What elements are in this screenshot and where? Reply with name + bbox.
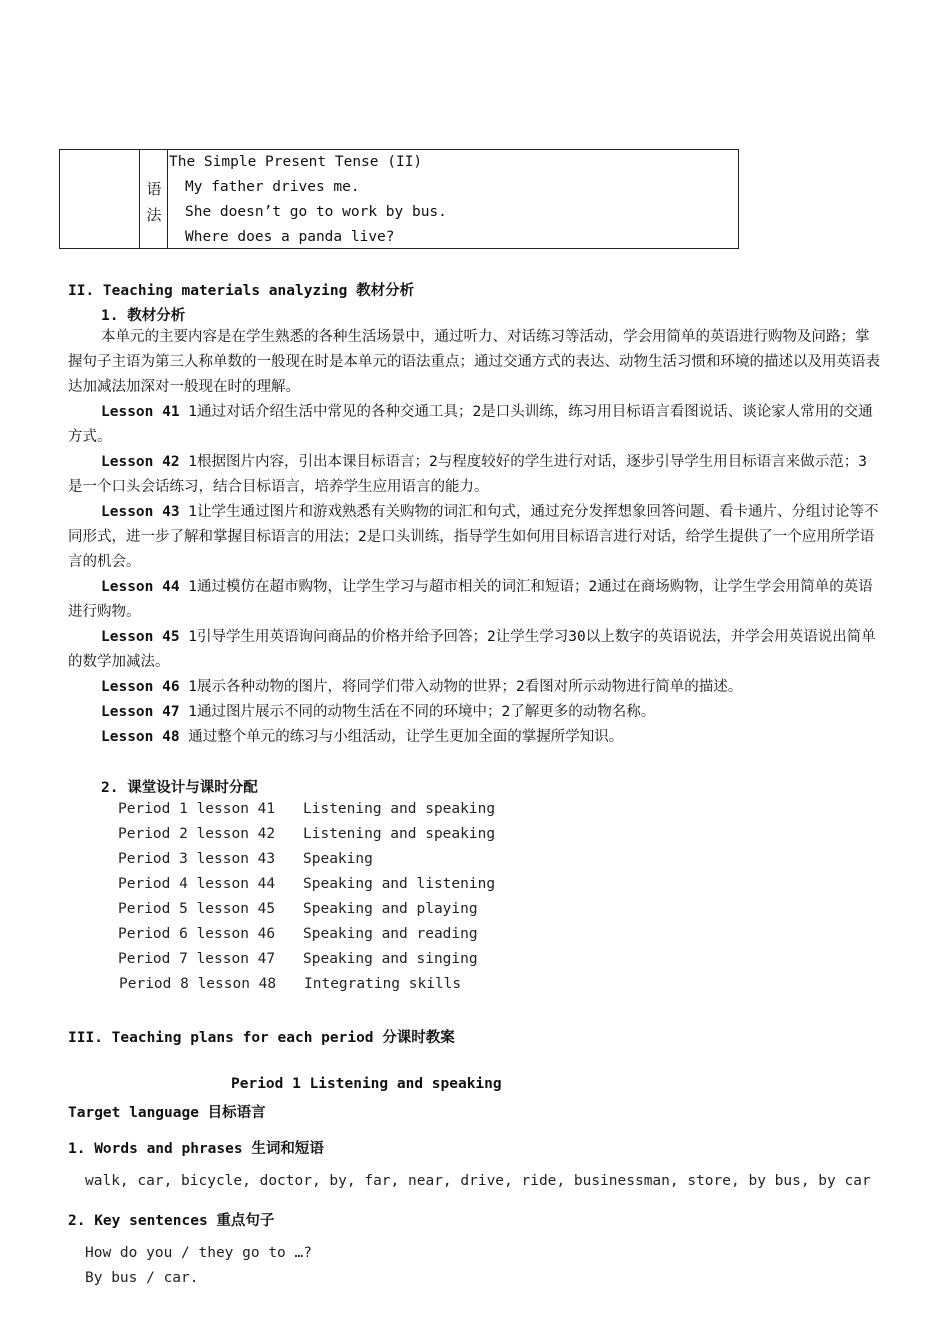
lesson-41-text: 1通过对话介绍生活中常见的各种交通工具；2是口头训练，练习用目标语言看图说话、谈论家人常用的交通方式。 bbox=[68, 404, 873, 445]
period-label: Period 2 lesson 42 bbox=[118, 826, 276, 842]
section-2-sub1: 1. 教材分析 bbox=[101, 308, 186, 324]
lesson-45-label: Lesson 45 bbox=[101, 629, 180, 645]
lesson-42-paragraph bbox=[68, 450, 883, 500]
lesson-45-paragraph bbox=[68, 625, 883, 675]
period-activity: Speaking and singing bbox=[303, 951, 478, 967]
period-activity: Speaking and listening bbox=[303, 876, 496, 892]
grammar-table bbox=[59, 149, 739, 249]
grammar-title: The Simple Present Tense (II) bbox=[169, 154, 423, 170]
lesson-46-label: Lesson 46 bbox=[101, 679, 180, 695]
period-label: Period 4 lesson 44 bbox=[118, 876, 276, 892]
grammar-example-3: Where does a panda live? bbox=[185, 229, 395, 245]
lesson-41-paragraph bbox=[68, 400, 883, 450]
lesson-48-paragraph bbox=[68, 725, 883, 750]
period-label: Period 6 lesson 46 bbox=[118, 926, 276, 942]
period-label: Period 8 lesson 48 bbox=[119, 976, 277, 992]
period-activity: Integrating skills bbox=[304, 976, 462, 992]
section-2-heading: II. Teaching materials analyzing 教材分析 bbox=[68, 283, 415, 299]
lesson-41-label: Lesson 41 bbox=[101, 404, 180, 420]
lesson-44-paragraph bbox=[68, 575, 883, 625]
lesson-44-text: 1通过模仿在超市购物，让学生学习与超市相关的词汇和短语；2通过在商场购物，让学生学会用简单的英语进行购物。 bbox=[68, 579, 873, 620]
period-activity: Listening and speaking bbox=[303, 801, 496, 817]
period-activity: Speaking and playing bbox=[303, 901, 478, 917]
period-activity: Speaking bbox=[303, 851, 373, 867]
intro-paragraph: 本单元的主要内容是在学生熟悉的各种生活场景中，通过听力、对话练习等活动，学会用简单的英语进行购物及问路；掌握句子主语为第三人称单数的一般现在时是本单元的语法重点；通过交通方式的表达、动物生活习惯和环境的描述以及用英语表达加减法加深对一般现在时的理解。 bbox=[68, 329, 880, 395]
lesson-42-label: Lesson 42 bbox=[101, 454, 180, 470]
lesson-42-text: 1根据图片内容，引出本课目标语言；2与程度较好的学生进行对话，逐步引导学生用目标语言来做示范；3 是一个口头会话练习，结合目标语言，培养学生应用语言的能力。 bbox=[68, 454, 867, 495]
key-sentence-2: By bus / car. bbox=[85, 1270, 199, 1286]
period-label: Period 3 lesson 43 bbox=[118, 851, 276, 867]
words-heading: 1. Words and phrases 生词和短语 bbox=[68, 1141, 324, 1157]
lesson-46-paragraph bbox=[68, 675, 883, 700]
grammar-label-char-2: 法 bbox=[146, 206, 162, 224]
grammar-example-1: My father drives me. bbox=[185, 179, 360, 195]
period-activity: Speaking and reading bbox=[303, 926, 478, 942]
grammar-example-2: She doesn’t go to work by bus. bbox=[185, 204, 447, 220]
lesson-48-label: Lesson 48 bbox=[101, 729, 180, 745]
lesson-44-label: Lesson 44 bbox=[101, 579, 180, 595]
section-3-heading: III. Teaching plans for each period 分课时教案 bbox=[68, 1030, 455, 1046]
period-row bbox=[118, 851, 373, 867]
lesson-43-label: Lesson 43 bbox=[101, 504, 180, 520]
lesson-47-label: Lesson 47 bbox=[101, 704, 180, 720]
words-list: walk, car, bicycle, doctor, by, far, near, drive, ride, businessman, store, by bus, by car bbox=[85, 1173, 871, 1189]
period-row bbox=[118, 901, 478, 917]
period-1-title: Period 1 Listening and speaking bbox=[231, 1076, 502, 1092]
lesson-46-text: 1展示各种动物的图片，将同学们带入动物的世界；2看图对所示动物进行简单的描述。 bbox=[179, 679, 743, 695]
period-activity: Listening and speaking bbox=[303, 826, 496, 842]
period-row bbox=[119, 976, 461, 992]
grammar-table-label-cell bbox=[140, 150, 168, 248]
lesson-45-text: 1引导学生用英语询问商品的价格并给予回答；2让学生学习30以上数字的英语说法，并学会用英语说出简单的数学加减法。 bbox=[68, 629, 876, 670]
section-2-sub2: 2. 课堂设计与课时分配 bbox=[101, 780, 258, 796]
key-sentence-1: How do you / they go to …? bbox=[85, 1245, 312, 1261]
grammar-table-empty-cell bbox=[60, 150, 140, 248]
lesson-43-text: 1让学生通过图片和游戏熟悉有关购物的词汇和句式，通过充分发挥想象回答问题、看卡通片、分组讨论等不同形式，进一步了解和掌握目标语言的用法；2是口头训练，指导学生如何用目标语言进行对话，给学生提供了一个应用所学语言的机会。 bbox=[68, 504, 879, 570]
lesson-43-paragraph bbox=[68, 500, 883, 575]
period-row bbox=[118, 801, 495, 817]
lesson-47-paragraph bbox=[68, 700, 883, 725]
target-language-heading: Target language 目标语言 bbox=[68, 1105, 266, 1121]
period-row bbox=[118, 926, 478, 942]
period-label: Period 1 lesson 41 bbox=[118, 801, 276, 817]
period-label: Period 5 lesson 45 bbox=[118, 901, 276, 917]
period-row bbox=[118, 951, 478, 967]
key-sentences-heading: 2. Key sentences 重点句子 bbox=[68, 1213, 275, 1229]
lesson-48-text: 通过整个单元的练习与小组活动，让学生更加全面的掌握所学知识。 bbox=[179, 729, 624, 745]
period-row bbox=[118, 826, 495, 842]
period-label: Period 7 lesson 47 bbox=[118, 951, 276, 967]
lesson-47-text: 1通过图片展示不同的动物生活在不同的环境中；2了解更多的动物名称。 bbox=[179, 704, 656, 720]
period-row bbox=[118, 876, 495, 892]
grammar-label-char-1: 语 bbox=[146, 180, 162, 198]
